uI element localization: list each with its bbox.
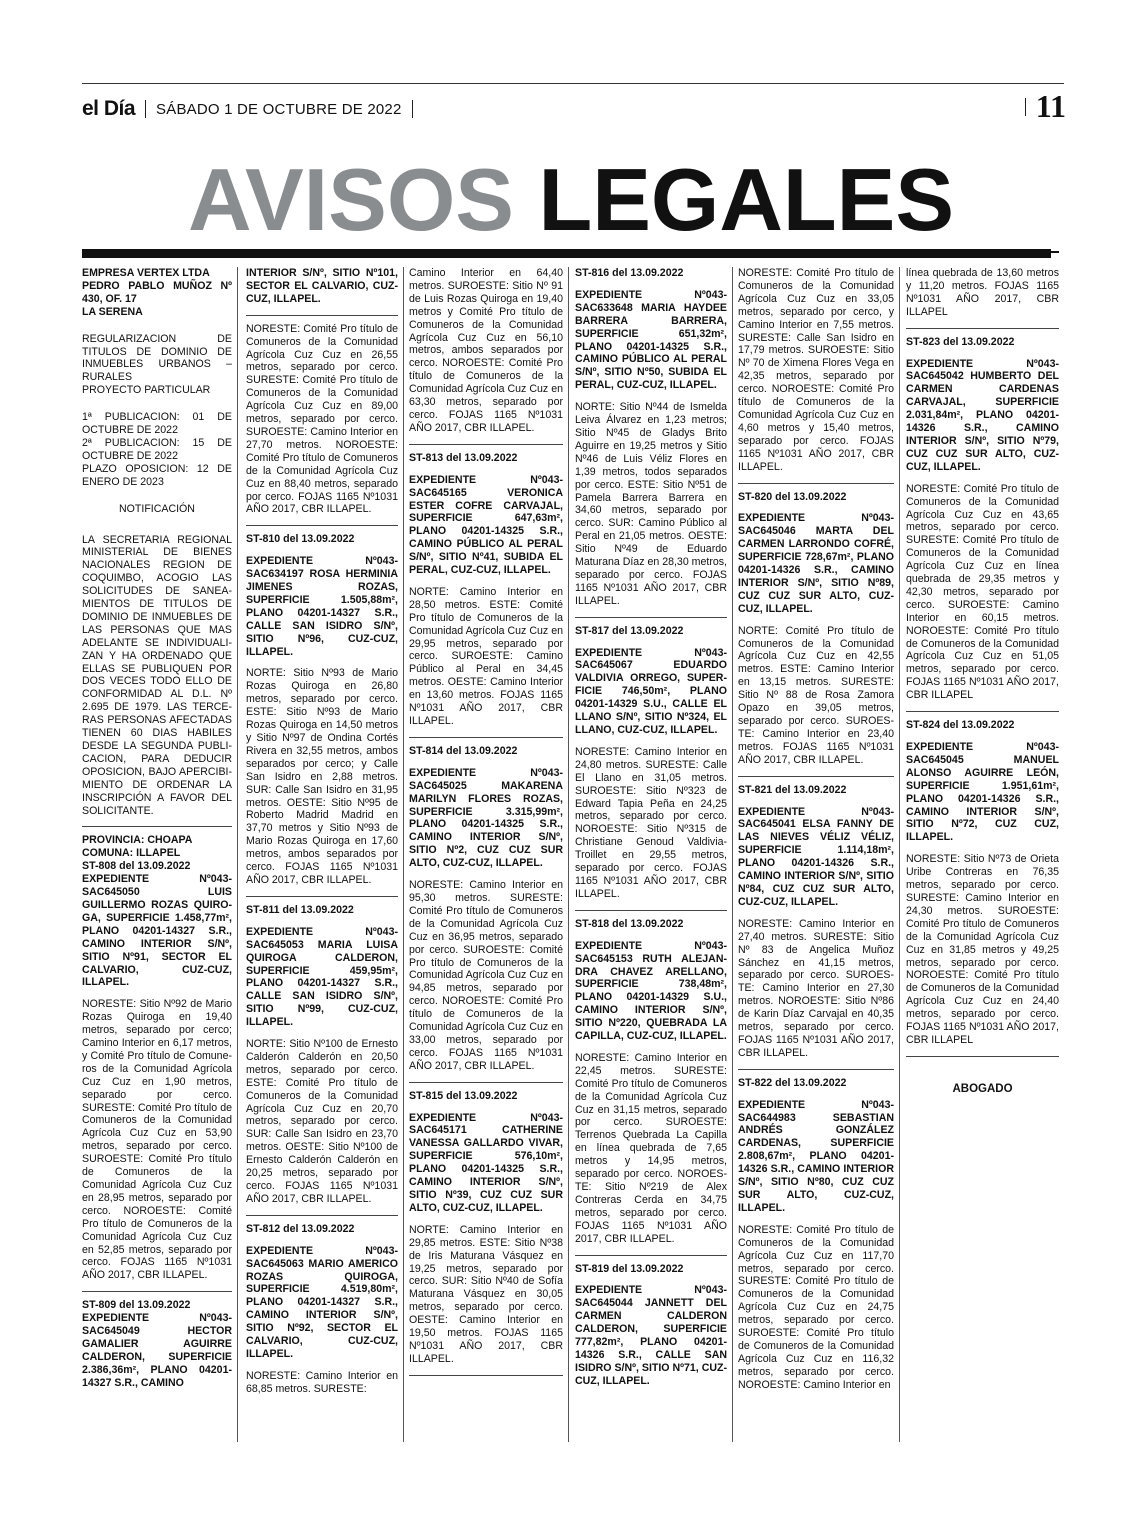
notice-title: EXPEDIENTE Nº043-SAC645153 RUTH ALEJANDRA CHAVEZ ARELLANO, SUPERFICIE 738,48m², PLANO 04201-14329 S.U., CAMINO INTERIOR S/Nº, SITIO Nº220, QUEBRADA LA CAPILLA, CUZ-CUZ, ILLAPEL. bbox=[575, 939, 727, 1043]
notice-text: NORTE: Camino Interior en 28,50 metros. ESTE: Comité Pro título de Comuneros de la Comunidad Agrícola Cuz Cuz en 29,95 metros, separado por cerco. SUROESTE: Camino Público al Peral en 34,45 metros. OESTE: Camino Interior en 13,60 metros. FOJAS 1165 Nº1031 AÑO 2017, CBR ILLAPEL. bbox=[409, 585, 563, 727]
regularizacion-text: REGULARIZACION DE TITULOS DE DOMINIO DE INMUEBLES URBANOS – RURALES bbox=[82, 332, 232, 384]
notice-title: EXPEDIENTE Nº043-SAC645042 HUMBERTO DEL CARMEN CARDENAS CARVAJAL, SUPERFICIE 2.031,84m², PLANO 04201-14326 S.R., CAMINO INTERIOR S/Nº, SITIO Nº79, CUZ CUZ SUR ALTO, CUZ-CUZ, ILLAPEL. bbox=[906, 357, 1059, 473]
notice-title: EXPEDIENTE Nº043-SAC633648 MARIA HAYDEE BARRERA BARRERA, SUPERFICIE 651,32m², PLANO 04201-14325 S.R., CAMINO PÚBLICO AL PERAL S/Nº, SITIO Nº50, SUBIDA EL PERAL, CUZ-CUZ, ILLAPEL. bbox=[575, 288, 727, 392]
notice-rule bbox=[409, 737, 563, 738]
notice-text: NORESTE: Camino Interior en 27,40 metros. SURESTE: Sitio Nº 83 de Angelica Muñoz Sánchez en 41,15 metros, separado por cerco. SUROESTE: Camino Interior en 27,30 metros. NOROESTE: Sitio Nº86 de Karin Díaz Carvajal en 40,35 metros, separado por cerco. FOJAS 1165 Nº1031 AÑO 2017, CBR ILLAPEL. bbox=[738, 917, 894, 1059]
notice-id: ST-819 del 13.09.2022 bbox=[575, 1262, 684, 1275]
notice-id: ST-816 del 13.09.2022 bbox=[575, 267, 684, 279]
header-separator bbox=[145, 100, 146, 118]
notice-rule bbox=[575, 1255, 727, 1256]
notice-title: EXPEDIENTE Nº043-SAC645050 LUIS GUILLERMO ROZAS QUIROGA, SUPERFICIE 1.458,77m², PLANO 04201-14327 S.R., CAMINO INTERIOR S/Nº, SITIO Nº91, SECTOR EL CALVARIO, CUZ-CUZ, ILLAPEL. bbox=[82, 873, 232, 989]
notice-text: NORESTE: Sitio Nº92 de Mario Rozas Quiroga en 19,40 metros, separado por cerco; Camino Interior en 6,17 metros, y Comité Pro título de Comuneros de la Comunidad Agrícola Cuz Cuz en 1,90 metros, separado por cerco. SURESTE: Comité Pro título de Comuneros de la Comunidad Agrícola Cuz Cuz en 53,90 metros, separado por cerco. SUROESTE: Comité Pro título de Comuneros de la Comunidad Agrícola Cuz Cuz en 28,95 metros, separado por cerco. NOROESTE: Comité Pro título de Comuneros de la Comunidad Agrícola Cuz Cuz en 52,85 metros, separado por cerco. FOJAS 1165 Nº1031 AÑO 2017, CBR ILLAPEL. bbox=[82, 998, 232, 1282]
notice-rule bbox=[409, 1082, 563, 1083]
section-title-black: LEGALES bbox=[538, 150, 955, 249]
notice-title: EXPEDIENTE Nº043-SAC645063 MARIO AMERICO ROZAS QUIROGA, SUPERFICIE 4.519,80m², PLANO 04201-14327 S.R., CAMINO INTERIOR S/Nº, SITIO Nº92, SECTOR EL CALVARIO, CUZ-CUZ, ILLAPEL. bbox=[246, 1244, 398, 1360]
first-publication: 1ª PUBLICACION: 01 DE OCTUBRE DE 2022 bbox=[82, 411, 232, 437]
opposition-deadline: PLAZO OPOSICION: 12 DE ENERO DE 2023 bbox=[82, 462, 232, 488]
notice-text: NORESTE: Comité Pro título de Comuneros de la Comunidad Agrícola Cuz Cuz en 43,65 metros, separado por cerco. SURESTE: Comité Pro título de Comuneros de la Comunidad Agrícola Cuz Cuz en línea quebrada de 29,35 metros y 42,30 metros, separado por cerco. SUROESTE: Camino Interior en 60,15 metros. NOROESTE: Comité Pro título de Comuneros de la Comunidad Agrícola Cuz Cuz en 51,05 metros, separado por cerco. FOJAS 1165 Nº1031 AÑO 2017, CBR ILLAPEL bbox=[906, 482, 1059, 702]
notice-text: NORESTE: Camino Interior en 95,30 metros. SURESTE: Comité Pro título de Comuneros de la Comunidad Agrícola Cuz Cuz en 36,95 metros, separado por cerco. SUROESTE: Comité Pro título de Comuneros de la Comunidad Agrícola Cuz Cuz en 94,85 metros, separado por cerco. NOROESTE: Comité Pro título de Comuneros de la Comunidad Agrícola Cuz Cuz en 33,00 metros, separado por cerco. FOJAS 1165 Nº1031 AÑO 2017, CBR ILLAPEL. bbox=[409, 879, 563, 1072]
columns bbox=[82, 267, 1062, 1517]
notice-id: ST-824 del 13.09.2022 bbox=[906, 719, 1015, 732]
notice-text: NORTE: Comité Pro título de Comuneros de la Comunidad Agrícola Cuz Cuz en 42,55 metros. ESTE: Camino Interior en 13,15 metros. SURESTE: Sitio Nº 88 de Rosa Zamora Opazo en 39,05 metros, separado por cerco. SUROESTE: Camino Interior en 23,40 metros. FOJAS 1165 Nº1031 AÑO 2017, CBR ILLAPEL. bbox=[738, 624, 894, 766]
section-title-gray: AVISOS bbox=[187, 150, 514, 249]
notice-id: ST-813 del 13.09.2022 bbox=[409, 451, 518, 464]
notice-rule bbox=[246, 315, 398, 316]
notice-text: NORESTE: Comité Pro título de Comuneros de la Comunidad Agrícola Cuz Cuz en 117,70 metros, separado por cerco. SURESTE: Comité Pro título de Comuneros de la Comunidad Agrícola Cuz Cuz en 24,75 metros, separado por cerco. SUROESTE: Comité Pro título de Comuneros de la Comunidad Agrícola Cuz Cuz en 116,32 metros, separado por cerco. NOROESTE: Camino Interior en bbox=[738, 1223, 894, 1391]
column-6 bbox=[906, 267, 1059, 1517]
notice-title: EXPEDIENTE Nº043-SAC645041 ELSA FANNY DE LAS NIEVES VÉLIZ VÉLIZ, SUPERFICIE 1.114,18m², PLANO 04201-14326 S.R., CAMINO INTERIOR S/Nº, SITIO Nº84, CUZ CUZ SUR ALTO, CUZ-CUZ, ILLAPEL. bbox=[738, 805, 894, 908]
notice-title: INTERIOR S/Nº, SITIO Nº101, SECTOR EL CALVARIO, CUZ-CUZ, ILLAPEL. bbox=[246, 267, 398, 305]
notice-text: NORESTE: Sitio Nº73 de Orieta Uribe Contreras en 76,35 metros, separado por cerco. SURESTE: Camino Interior en 24,30 metros. SUROESTE: Comité Pro título de Comuneros de la Comunidad Agrícola Cuz Cuz en 31,85 metros y 49,25 metros, separado por cerco. NOROESTE: Comité Pro título de Comuneros de la Comunidad Agrícola Cuz Cuz en 24,40 metros, separado por cerco. FOJAS 1165 Nº1031 AÑO 2017, CBR ILLAPEL bbox=[906, 853, 1059, 1046]
column-3 bbox=[409, 267, 563, 1517]
notice-text: NORTE: Camino Interior en 29,85 metros. ESTE: Sitio Nº38 de Iris Maturana Vásquez en 19,25 metros, separado por cerco. SUR: Sitio Nº40 de Sofía Maturana Vásquez en 30,05 metros, separado por cerco. OESTE: Camino Interior en 19,50 metros. FOJAS 1165 Nº1031 AÑO 2017, CBR ILLAPEL. bbox=[409, 1223, 563, 1365]
notice-text: NORESTE: Comité Pro título de Comuneros de la Comunidad Agrícola Cuz Cuz en 33,05 metros, separado por cerco, y Camino Interior en 7,55 metros. SURESTE: Calle San Isidro en 17,79 metros. SUROESTE: Sitio Nº 70 de Ximena Flores Vega en 42,35 metros, separado por cerco. NOROESTE: Comité Pro título de Comuneros de la Comunidad Agrícola Cuz Cuz en 4,60 metros y 15,40 metros, separado por cerco. FOJAS 1165 Nº1031 AÑO 2017, CBR ILLAPEL. bbox=[738, 267, 894, 473]
notice-rule bbox=[575, 910, 727, 911]
notice-id: ST-811 del 13.09.2022 bbox=[246, 903, 354, 916]
issue-date: SÁBADO 1 DE OCTUBRE DE 2022 bbox=[156, 100, 402, 118]
notice-rule bbox=[738, 776, 894, 777]
column-5 bbox=[738, 267, 894, 1517]
column-1 bbox=[82, 267, 232, 1517]
section-title bbox=[0, 150, 1142, 250]
page-header bbox=[82, 96, 423, 122]
title-rule-thin bbox=[904, 251, 1059, 253]
notice-text: NORESTE: Camino Interior en 68,85 metros. SURESTE: bbox=[246, 1369, 398, 1395]
notice-title: EXPEDIENTE Nº043-SAC645044 JANNETT DEL CARMEN CALDERON CALDERON, SUPERFICIE 777,82m², PLANO 04201-14326 S.R., CALLE SAN ISIDRO S/Nº, SITIO Nº71, CUZ-CUZ, ILLAPEL. bbox=[575, 1284, 727, 1387]
notice-id: ST-818 del 13.09.2022 bbox=[575, 917, 684, 930]
notice-id: ST-820 del 13.09.2022 bbox=[738, 490, 847, 503]
notice-title: EXPEDIENTE Nº043-SAC645171 CATHERINE VANESSA GALLARDO VIVAR, SUPERFICIE 576,10m², PLANO 04201-14325 S.R., CAMINO INTERIOR S/Nº, SITIO Nº39, CUZ CUZ SUR ALTO, CUZ-CUZ, ILLAPEL. bbox=[409, 1111, 563, 1214]
page-number-block bbox=[1015, 88, 1066, 125]
notice-rule bbox=[906, 711, 1059, 712]
notice-rule bbox=[575, 617, 727, 618]
notice-id: ST-821 del 13.09.2022 bbox=[738, 783, 847, 796]
notice-id: ST-808 del 13.09.2022 bbox=[82, 860, 191, 873]
column-divider bbox=[732, 267, 733, 1442]
column-4 bbox=[575, 267, 727, 1517]
notice-text: NORESTE: Camino Interior en 22,45 metros. SURESTE: Comité Pro título de Comuneros de la Comunidad Agrícola Cuz Cuz en 31,15 metros, separado por cerco. SUROESTE: Terrenos Quebrada La Capilla en línea quebrada de 7,65 metros y 14,95 metros, separado por cerco. NOROESTE: Sitio Nº219 de Alex Contreras Cerda en 34,75 metros, separado por cerco. FOJAS 1165 Nº1031 AÑO 2017, CBR ILLAPEL. bbox=[575, 1051, 727, 1245]
comuna: COMUNA: ILLAPEL bbox=[82, 847, 181, 860]
notice-title: EXPEDIENTE Nº043-SAC645053 MARIA LUISA QUIROGA CALDERON, SUPERFICIE 459,95m², PLANO 04201-14327 S.R., CALLE SAN ISIDRO S/Nº, SITIO Nº99, CUZ-CUZ, ILLAPEL. bbox=[246, 925, 398, 1029]
company-city: LA SERENA bbox=[82, 305, 143, 318]
notice-title: EXPEDIENTE Nº043-SAC645045 MANUEL ALONSO AGUIRRE LEÓN, SUPERFICIE 1.951,61m², PLANO 04201-14326 S.R., CAMINO INTERIOR S/Nº, SITIO Nº72, CUZ CUZ, ILLAPEL. bbox=[906, 741, 1059, 844]
notice-rule bbox=[82, 826, 232, 827]
top-rule bbox=[82, 83, 1064, 84]
column-divider bbox=[403, 267, 404, 1442]
notice-id: ST-814 del 13.09.2022 bbox=[409, 744, 518, 757]
company-address: PEDRO PABLO MUÑOZ Nº 430, OF. 17 bbox=[82, 279, 232, 305]
page-number-separator bbox=[1025, 98, 1026, 116]
notice-title: EXPEDIENTE Nº043-SAC645046 MARTA DEL CARMEN LARRONDO COFRÉ, SUPERFICIE 728,67m², PLANO 04201-14326 S.R., CAMINO INTERIOR S/Nº, SITIO Nº89, CUZ CUZ SUR ALTO, CUZ-CUZ, ILLAPEL. bbox=[738, 512, 894, 615]
page-number: 11 bbox=[1035, 88, 1066, 124]
notice-rule bbox=[409, 444, 563, 445]
notice-id: ST-823 del 13.09.2022 bbox=[906, 335, 1015, 348]
column-2 bbox=[246, 267, 398, 1517]
province: PROVINCIA: CHOAPA bbox=[82, 834, 193, 847]
notice-title: EXPEDIENTE Nº043-SAC645049 HECTOR GAMALIER AGUIRRE CALDERON, SUPERFICIE 2.386,36m², PLANO 04201-14327 S.R., CAMINO bbox=[82, 1312, 232, 1389]
column-divider bbox=[899, 267, 900, 1442]
notice-rule bbox=[409, 1375, 563, 1376]
notice-rule bbox=[906, 328, 1059, 329]
notice-title: EXPEDIENTE Nº043-SAC645165 VERONICA ESTER COFRE CARVAJAL, SUPERFICIE 647,63m², PLANO 04201-14325 S.R., CAMINO PÚBLICO AL PERAL S/Nº, SITIO Nº41, SUBIDA EL PERAL, CUZ-CUZ, ILLAPEL. bbox=[409, 473, 563, 577]
notice-text: Camino Interior en 64,40 metros. SUROESTE: Sitio Nº 91 de Luis Rozas Quiroga en 19,40 metros y Comité Pro título de Comuneros de la Comunidad Agrícola Cuz Cuz en 56,10 metros, ambos separados por cerco. NOROESTE: Comité Pro título de Comuneros de la Comunidad Agrícola Cuz Cuz en 63,30 metros, separado por cerco. FOJAS 1165 Nº1031 AÑO 2017, CBR ILLAPEL. bbox=[409, 267, 563, 434]
notice-id: ST-810 del 13.09.2022 bbox=[246, 533, 355, 546]
column-divider bbox=[568, 267, 569, 1442]
notice-text: NORTE: Sitio Nº93 de Mario Rozas Quiroga en 26,80 metros, separado por cerco. ESTE: Sitio Nº93 de Mario Rozas Quiroga en 14,50 metros y Sitio Nº97 de Ondina Cortés Rivera en 32,55 metros, ambos separados por cerco; y Calle San Isidro en 2,88 metros. SUR: Calle San Isidro en 31,95 metros. OESTE: Sitio Nº95 de Roberto Madrid Madrid en 37,70 metros y Sitio Nº93 de Mario Rozas Quiroga en 17,60 metros, ambos separados por cerco. FOJAS 1165 Nº1031 AÑO 2017, CBR ILLAPEL. bbox=[246, 667, 398, 886]
notice-rule bbox=[246, 896, 398, 897]
notice-text: NORESTE: Camino Interior en 24,80 metros. SURESTE: Calle El Llano en 31,05 metros. SUROESTE: Sitio Nº323 de Edward Tapia Peña en 24,25 metros, separado por cerco. NOROESTE: Sitio Nº315 de Christiane Genoud Valdivia-Troillet en 29,55 metros, separado por cerco. FOJAS 1165 Nº1031 AÑO 2017, CBR ILLAPEL. bbox=[575, 745, 727, 900]
notification-heading: NOTIFICACIÓN bbox=[119, 502, 195, 515]
notice-id: ST-809 del 13.09.2022 bbox=[82, 1299, 191, 1312]
company-name: EMPRESA VERTEX LTDA bbox=[82, 267, 210, 279]
notice-rule bbox=[246, 1215, 398, 1216]
notice-title: EXPEDIENTE Nº043-SAC645025 MAKARENA MARILYN FLORES ROZAS, SUPERFICIE 3.315,99m², PLANO 04201-14325 S.R., CAMINO INTERIOR S/Nº, SITIO Nº2, CUZ CUZ SUR ALTO, CUZ-CUZ, ILLAPEL. bbox=[409, 766, 563, 870]
second-publication: 2ª PUBLICACION: 15 DE OCTUBRE DE 2022 bbox=[82, 436, 232, 462]
newspaper-logo: el Día bbox=[82, 97, 136, 120]
proyecto-text: PROYECTO PARTICULAR bbox=[82, 384, 211, 397]
notice-rule bbox=[82, 1291, 232, 1292]
notice-id: ST-815 del 13.09.2022 bbox=[409, 1089, 518, 1102]
column-divider bbox=[237, 267, 238, 1442]
notice-title: EXPEDIENTE Nº043-SAC645067 EDUARDO VALDIVIA ORREGO, SUPERFICIE 746,50m², PLANO 04201-14329 S.U., CALLE EL LLANO S/Nº, SITIO Nº324, EL LLANO, CUZ-CUZ, ILLAPEL. bbox=[575, 646, 727, 736]
notice-rule bbox=[246, 525, 398, 526]
notice-text: línea quebrada de 13,60 metros y 11,20 metros. FOJAS 1165 Nº1031 AÑO 2017, CBR ILLAPEL bbox=[906, 267, 1059, 318]
notice-rule bbox=[906, 1056, 1059, 1057]
notice-text: NORTE: Sitio Nº44 de Ismelda Leiva Álvarez en 1,23 metros; Sitio Nº45 de Gladys Brito Aguirre en 19,25 metros y Sitio Nº46 de Luis Véliz Flores en 1,39 metros, todos separados por cerco. ESTE: Sitio Nº51 de Pamela Barrera Barrera en 34,60 metros, separado por cerco. SUR: Camino Público al Peral en 21,05 metros. OESTE: Sitio Nº49 de Eduardo Maturana Díaz en 28,30 metros, separado por cerco. FOJAS 1165 Nº1031 AÑO 2017, CBR ILLAPEL. bbox=[575, 401, 727, 607]
notice-title: EXPEDIENTE Nº043-SAC644983 SEBASTIAN ANDRÉS GONZÁLEZ CARDENAS, SUPERFICIE 2.808,67m², PLANO 04201-14326 S.R., CAMINO INTERIOR S/Nº, SITIO Nº80, CUZ CUZ SUR ALTO, CUZ-CUZ, ILLAPEL. bbox=[738, 1098, 894, 1214]
header-separator bbox=[412, 100, 413, 118]
notice-text: NORESTE: Comité Pro título de Comuneros de la Comunidad Agrícola Cuz Cuz en 26,55 metros, separado por cerco. SURESTE: Comité Pro título de Comuneros de la Comunidad Agrícola Cuz Cuz en 89,00 metros, separado por cerco. SUROESTE: Camino Interior en 27,70 metros. NOROESTE: Comité Pro título de Comuneros de la Comunidad Agrícola Cuz Cuz en 88,40 metros, separado por cerco. FOJAS 1165 Nº1031 AÑO 2017, CBR ILLAPEL. bbox=[246, 322, 398, 516]
notice-rule bbox=[738, 483, 894, 484]
notification-body: LA SECRETARIA REGIONAL MINISTERIAL DE BIENES NACIONALES REGION DE COQUIMBO, ACOGIO LAS SOLICITUDES DE SANEAMIENTOS DE TITULOS DE DOMINIO DE INMUEBLES DE LAS PERSONAS QUE MAS ADELANTE SE INDIVIDUALIZAN Y HA ORDENADO QUE ELLAS SE PUBLIQUEN POR DOS VECES TODO ELLO DE CONFORMIDAD AL D.L. Nº 2.695 DE 1979. LAS TERCERAS PERSONAS AFECTADAS TIENEN 60 DIAS HABILES DESDE LA SEGUNDA PUBLICACION, PARA DEDUCIR OPOSICION, BAJO APERCIBIMIENTO DE ORDENAR LA INSCRIPCIÓN A FAVOR DEL SOLICITANTE. bbox=[82, 533, 232, 817]
notice-id: ST-822 del 13.09.2022 bbox=[738, 1076, 847, 1089]
signature-abogado: ABOGADO bbox=[952, 1082, 1013, 1095]
notice-text: NORTE: Sitio Nº100 de Ernesto Calderón Calderón en 20,50 metros, separado por cerco. ESTE: Comité Pro título de Comuneros de la Comunidad Agrícola Cuz Cuz en 20,70 metros, separado por cerco. SUR: Calle San Isidro en 23,70 metros. OESTE: Sitio Nº100 de Ernesto Calderón Calderón en 20,25 metros, separado por cerco. FOJAS 1165 Nº1031 AÑO 2017, CBR ILLAPEL. bbox=[246, 1038, 398, 1205]
notice-rule bbox=[738, 1069, 894, 1070]
notice-title: EXPEDIENTE Nº043-SAC634197 ROSA HERMINIA JIMENES ROZAS, SUPERFICIE 1.505,88m², PLANO 04201-14327 S.R., CALLE SAN ISIDRO S/Nº, SITIO Nº96, CUZ-CUZ, ILLAPEL. bbox=[246, 555, 398, 658]
notice-id: ST-812 del 13.09.2022 bbox=[246, 1222, 355, 1235]
notice-id: ST-817 del 13.09.2022 bbox=[575, 624, 684, 637]
